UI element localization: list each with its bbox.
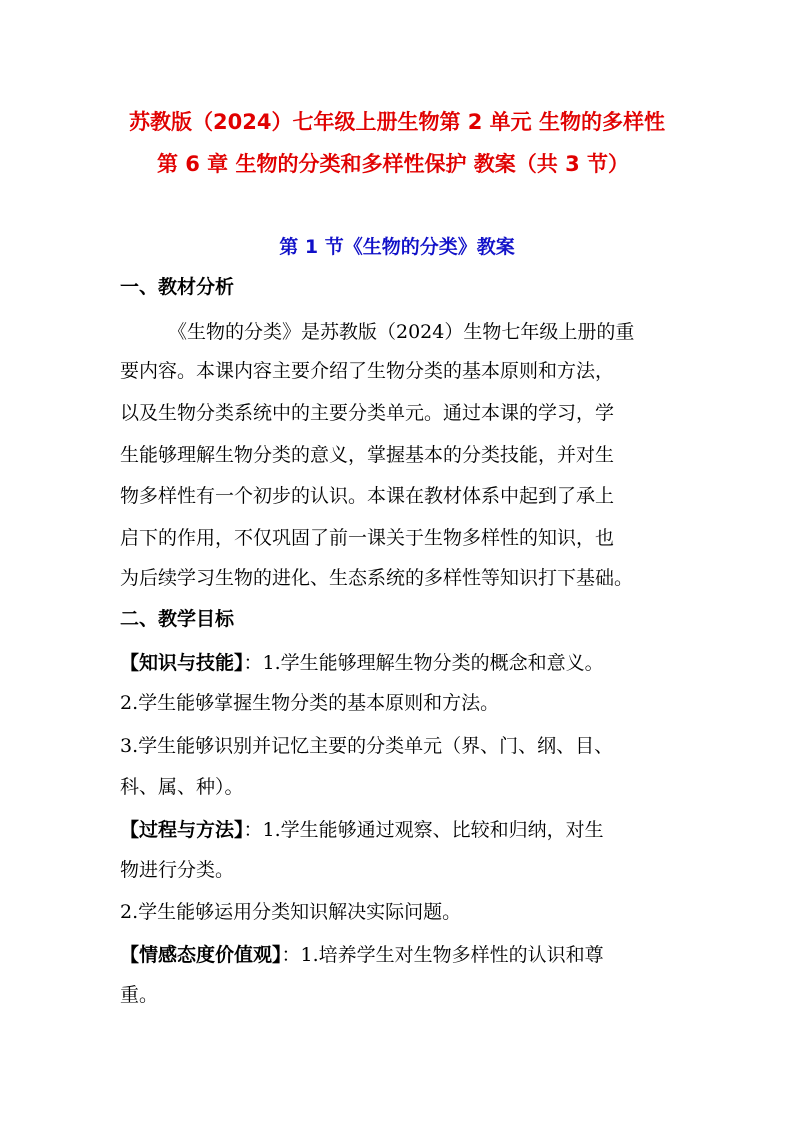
emotion-text: ：1.培养学生对生物多样性的认识和尊: [281, 944, 604, 966]
process-goal-line: [120, 815, 604, 842]
paragraph-line: 以及生物分类系统中的主要分类单元。通过本课的学习，学: [120, 402, 615, 424]
knowledge-text: ：1.学生能够理解生物分类的概念和意义。: [243, 652, 604, 674]
emotion-goal-line: [120, 940, 604, 967]
knowledge-label: 【知识与技能】: [120, 652, 244, 674]
process-text: ：1.学生能够通过观察、比较和归纳，对生: [243, 819, 604, 841]
heading-teaching-goals: 二、教学目标: [120, 608, 235, 630]
paragraph-line: 生能够理解生物分类的意义，掌握基本的分类技能，并对生: [120, 444, 615, 466]
heading-textbook-analysis: 一、教材分析: [120, 276, 235, 298]
paragraph-line: 要内容。本课内容主要介绍了生物分类的基本原则和方法，: [120, 360, 615, 382]
paragraph-line: 物多样性有一个初步的认识。本课在教材体系中起到了承上: [120, 485, 615, 507]
knowledge-goal-line: 2.学生能够掌握生物分类的基本原则和方法。: [120, 692, 500, 714]
document-title-line-2: 第 6 章 生物的分类和多样性保护 教案（共 3 节）: [156, 152, 630, 176]
emotion-label: 【情感态度价值观】: [120, 944, 282, 966]
paragraph-line: 启下的作用，不仅巩固了前一课关于生物多样性的知识，也: [120, 527, 615, 549]
paragraph-line: 《生物的分类》是苏教版（2024）生物七年级上册的重: [168, 321, 635, 343]
document-title-line-1: 苏教版（2024）七年级上册生物第 2 单元 生物的多样性: [129, 110, 665, 134]
emotion-goal-line: 重。: [120, 984, 159, 1006]
section-title: 第 1 节《生物的分类》教案: [279, 236, 515, 258]
process-goal-line: 物进行分类。: [120, 859, 235, 881]
process-goal-line: 2.学生能够运用分类知识解决实际问题。: [120, 901, 462, 923]
knowledge-goal-line: 科、属、种）。: [120, 776, 244, 798]
paragraph-line: 为后续学习生物的进化、生态系统的多样性等知识打下基础。: [120, 567, 634, 589]
process-label: 【过程与方法】: [120, 819, 244, 841]
knowledge-goal-line: [120, 648, 604, 675]
knowledge-goal-line: 3.学生能够识别并记忆主要的分类单元（界、门、纲、目、: [120, 735, 614, 757]
